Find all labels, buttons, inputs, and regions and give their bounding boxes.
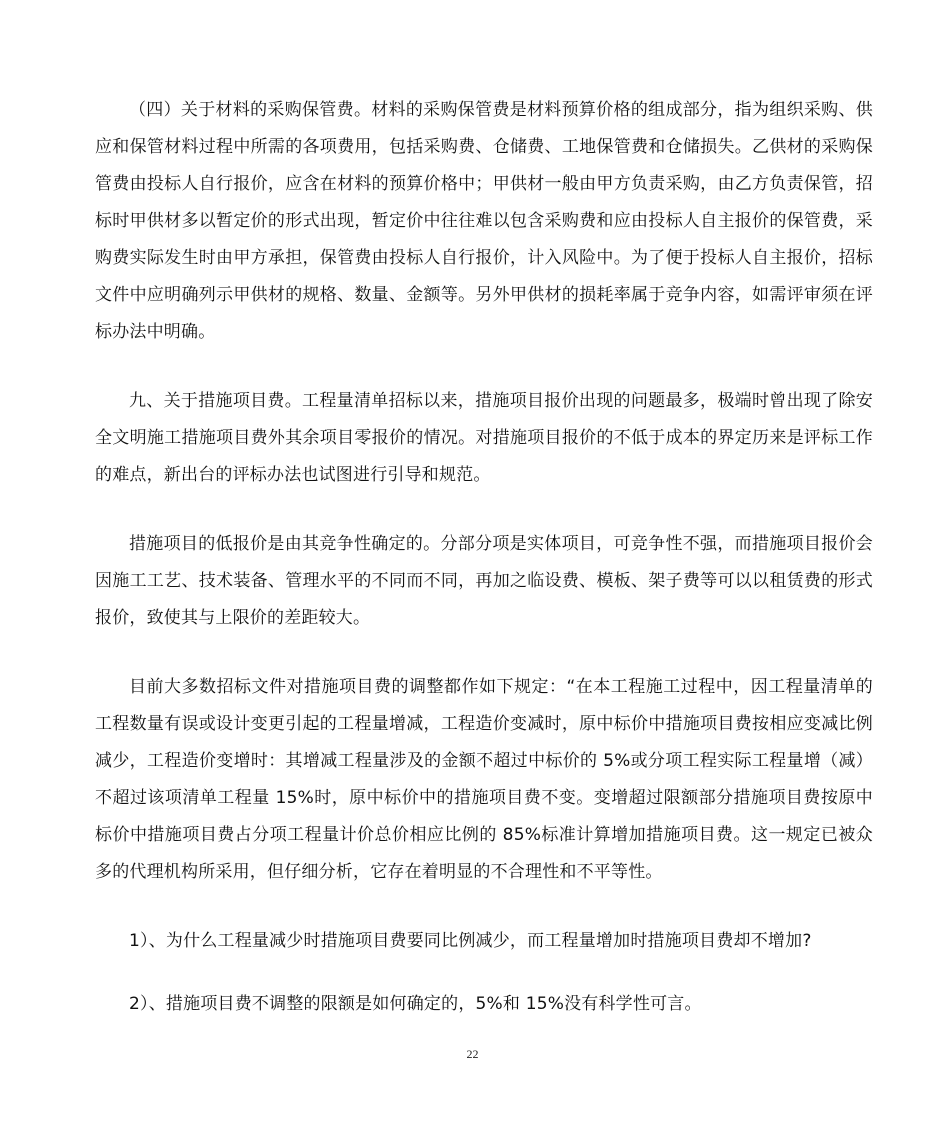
paragraph-spacer xyxy=(95,891,873,923)
paragraph-spacer xyxy=(95,494,873,526)
paragraph-spacer xyxy=(95,351,873,383)
paragraph-low-bid-reason: 措施项目的低报价是由其竞争性确定的。分部分项是实体项目，可竞争性不强，而措施项目报价会因施工工艺、技术装备、管理水平的不同而不同，再加之临设费、模板、架子费等可以以租赁费的形式报价，致使其与上限价的差距较大。 xyxy=(95,534,873,628)
paragraph-measure-item-fee: 九、关于措施项目费。工程量清单招标以来，措施项目报价出现的问题最多，极端时曾出现了除安全文明施工措施项目费外其余项目零报价的情况。对措施项目报价的不低于成本的界定历来是评标工作的难点，新出台的评标办法也试图进行引导和规范。 xyxy=(95,391,873,485)
document-body xyxy=(95,92,873,1023)
paragraph-question-1: 1）、为什么工程量减少时措施项目费要同比例减少，而工程量增加时措施项目费却不增加? xyxy=(129,931,812,951)
paragraph-spacer xyxy=(95,637,873,669)
paragraph-material-procurement-fee: （四）关于材料的采购保管费。材料的采购保管费是材料预算价格的组成部分，指为组织采购、供应和保管材料过程中所需的各项费用，包括采购费、仓储费、工地保管费和仓储损失。乙供材的采购保管费由投标人自行报价，应含在材料的预算价格中；甲供材一般由甲方负责采购，由乙方负责保管，招标时甲供材多以暂定价的形式出现，暂定价中往往难以包含采购费和应由投标人自主报价的保管费，采购费实际发生时由甲方承担，保管费由投标人自行报价，计入风险中。为了便于投标人自主报价，招标文件中应明确列示甲供材的规格、数量、金额等。另外甲供材的损耗率属于竞争内容，如需评审须在评标办法中明确。 xyxy=(95,100,873,342)
paragraph-adjustment-rules: 目前大多数招标文件对措施项目费的调整都作如下规定：“在本工程施工过程中，因工程量清单的工程数量有误或设计变更引起的工程量增减，工程造价变减时，原中标价中措施项目费按相应变减比例减少，工程造价变增时：其增减工程量涉及的金额不超过中标价的 5%或分项工程实际工程量增（减）不超过该项清单工程量 15%时，原中标价中的措施项目费不变。变增超过限额部分措施项目费按原中标价中措施项目费占分项工程量计价总价相应比例的 85%标准计算增加措施项目费。这一规定已被众多的代理机构所采用，但仔细分析，它存在着明显的不合理性和不平等性。 xyxy=(95,677,873,882)
paragraph-spacer xyxy=(95,960,873,986)
page-number: 22 xyxy=(466,1047,479,1061)
paragraph-question-2: 2）、措施项目费不调整的限额是如何确定的，5%和 15%没有科学性可言。 xyxy=(129,994,702,1014)
